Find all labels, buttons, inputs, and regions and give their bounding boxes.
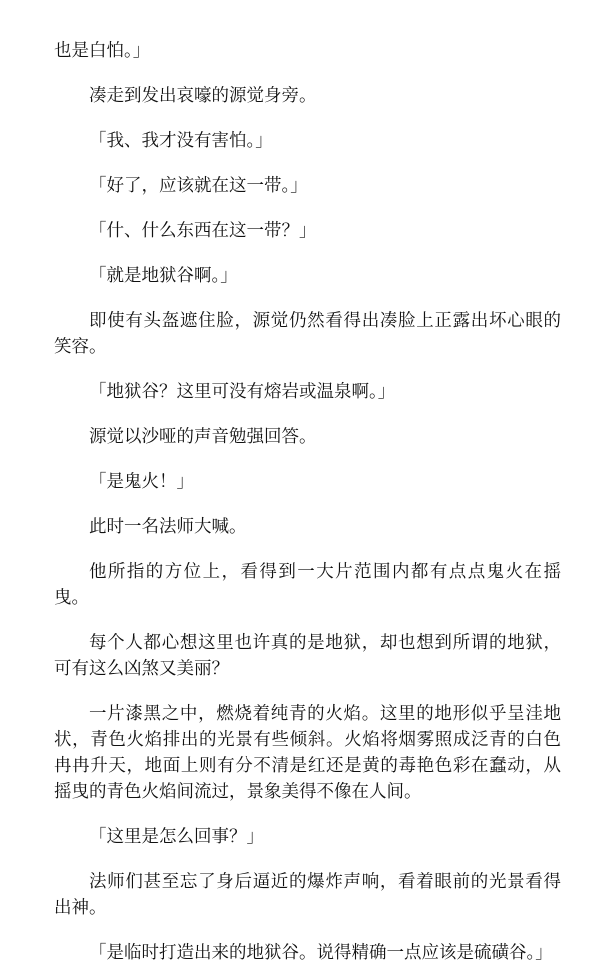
paragraph: 每个人都心想这里也许真的是地狱，却也想到所谓的地狱，可有这么凶煞又美丽？ [54,633,561,679]
paragraph: 一片漆黑之中，燃烧着纯青的火焰。这里的地形似乎呈洼地状，青色火焰排出的光景有些倾斜。火焰将烟雾照成泛青的白色冉冉升天，地面上则有分不清是红还是黄的毒艳色彩在蠢动，从摇曳的青色火焰间流过，景象美得不像在人间。 [54,704,561,802]
paragraph: 「什、什么东西在这一带？」 [89,221,317,241]
paragraph: 「地狱谷？这里可没有熔岩或温泉啊。」 [89,382,396,402]
paragraph: 「是临时打造出来的地狱谷。说得精确一点应该是硫磺谷。」 [89,943,553,963]
paragraph: 「好了，应该就在这一带。」 [89,176,308,196]
paragraph: 「是鬼火！」 [89,472,194,492]
paragraph: 他所指的方位上，看得到一大片范围内都有点点鬼火在摇曳。 [54,562,561,608]
paragraph: 「我、我才没有害怕。」 [89,131,273,151]
paragraph: 此时一名法师大喊。 [89,517,247,537]
paragraph: 凑走到发出哀嚎的源觉身旁。 [89,86,317,106]
paragraph: 即使有头盔遮住脸，源觉仍然看得出凑脸上正露出坏心眼的笑容。 [54,311,561,357]
paragraph: 法师们甚至忘了身后逼近的爆炸声响，看着眼前的光景看得出神。 [54,872,561,918]
paragraph: 源觉以沙哑的声音勉强回答。 [89,427,317,447]
paragraph: 「这里是怎么回事？」 [89,827,264,847]
paragraph: 「就是地狱谷啊。」 [89,266,238,286]
paragraph: 也是白怕。」 [54,41,151,61]
